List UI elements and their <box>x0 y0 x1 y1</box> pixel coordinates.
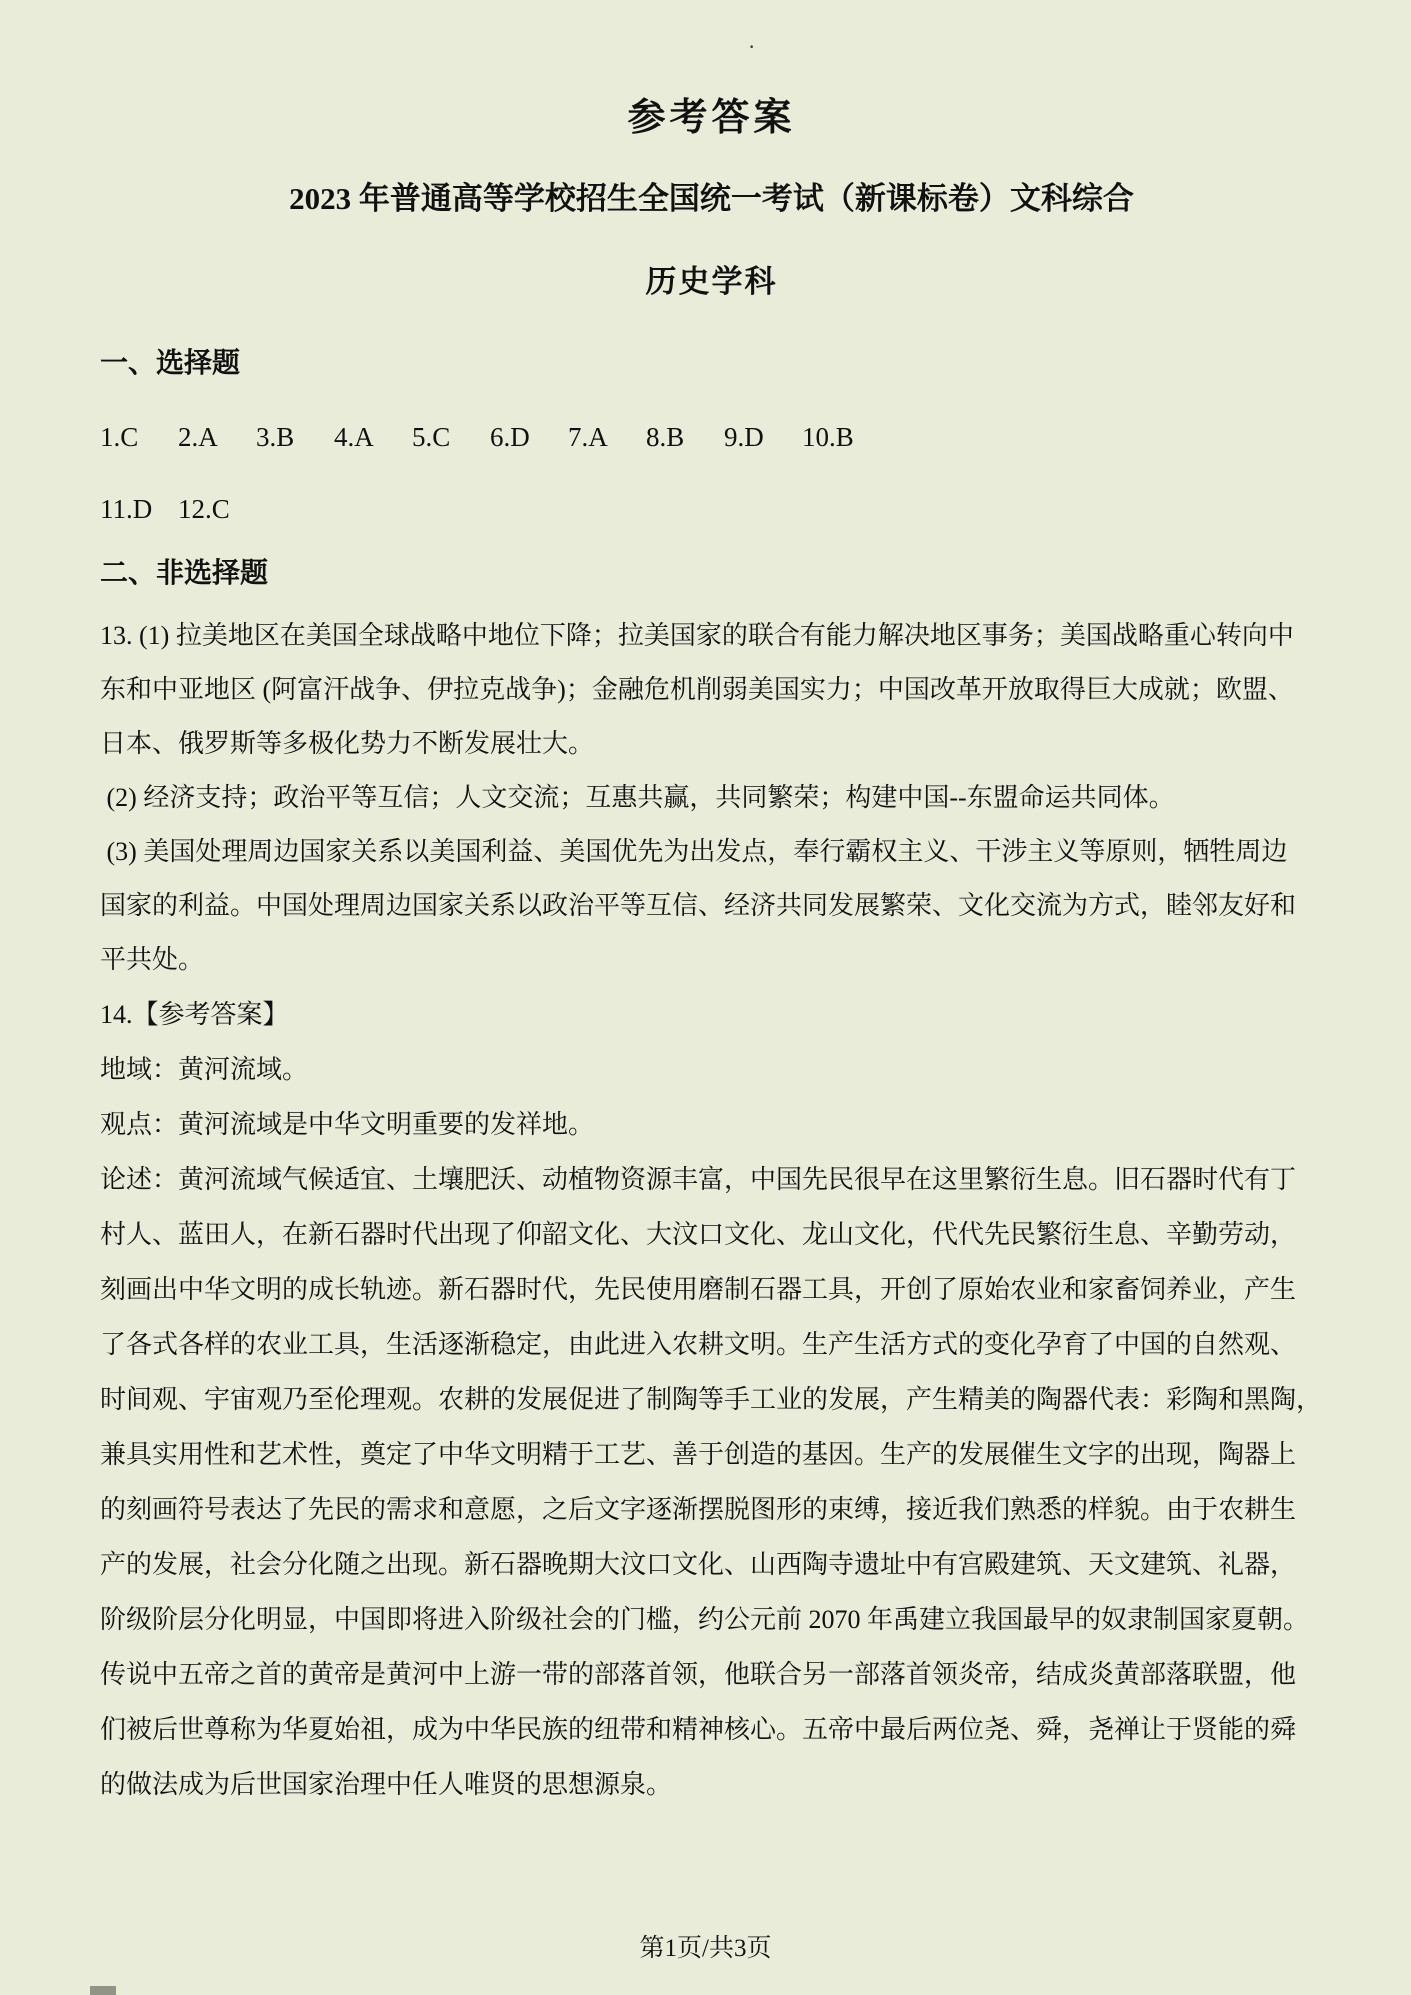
next-page-edge-artifact <box>90 1986 116 1995</box>
question-14-answer <box>100 987 1323 1812</box>
mc-answer: 6.D <box>490 422 530 452</box>
mc-answer: 11.D <box>100 494 153 524</box>
subject-title: 历史学科 <box>645 264 778 299</box>
mc-answers-row-1 <box>100 422 1323 453</box>
answer-text-line: 刻画出中华文明的成长轨迹。新石器时代，先民使用磨制石器工具，开创了原始农业和家畜饲养业，产生 <box>100 1275 1297 1304</box>
answer-text-line: 时间观、宇宙观乃至伦理观。农耕的发展促进了制陶等手工业的发展，产生精美的陶器代表：彩陶和黑陶， <box>100 1385 1323 1414</box>
answer-text-line: 的刻画符号表达了先民的需求和意愿，之后文字逐渐摆脱图形的束缚，接近我们熟悉的样貌。由于农耕生 <box>100 1495 1297 1524</box>
section-heading-multiple-choice: 一、选择题 <box>100 348 241 379</box>
answer-text-line: 平共处。 <box>100 945 205 974</box>
answer-text-line: (3) 美国处理周边国家关系以美国利益、美国优先为出发点，奉行霸权主义、干涉主义等原则，牺牲周边 <box>100 837 1288 866</box>
mc-answer: 3.B <box>256 422 295 452</box>
answer-text-line: 的做法成为后世国家治理中任人唯贤的思想源泉。 <box>100 1770 673 1799</box>
answer-text-line: (2) 经济支持；政治平等互信；人文交流；互惠共赢，共同繁荣；构建中国--东盟命运共同体。 <box>100 783 1175 812</box>
answer-text-line: 兼具实用性和艺术性，奠定了中华文明精于工艺、善于创造的基因。生产的发展催生文字的出现，陶器上 <box>100 1440 1297 1469</box>
mc-answer: 10.B <box>802 422 854 452</box>
answer-text-line: 观点：黄河流域是中华文明重要的发祥地。 <box>100 1110 595 1139</box>
answer-text-line: 论述：黄河流域气候适宜、土壤肥沃、动植物资源丰富，中国先民很早在这里繁衍生息。旧石器时代有丁 <box>100 1165 1297 1194</box>
question-13-answer <box>100 609 1323 987</box>
answer-text-line: 日本、俄罗斯等多极化势力不断发展壮大。 <box>100 729 595 758</box>
answer-text-line: 14.【参考答案】 <box>100 1000 289 1029</box>
answer-text-line: 阶级阶层分化明显，中国即将进入阶级社会的门槛，约公元前 2070 年禹建立我国最早的奴隶制国家夏朝。 <box>100 1605 1310 1634</box>
page-title: 参考答案 <box>627 97 796 139</box>
answer-text-line: 东和中亚地区 (阿富汗战争、伊拉克战争)；金融危机削弱美国实力；中国改革开放取得巨大成就；欧盟、 <box>100 675 1294 704</box>
mc-answer: 2.A <box>178 422 218 452</box>
mc-answers-row-2 <box>100 494 1323 525</box>
stray-dot-mark: · <box>748 34 756 59</box>
mc-answer: 8.B <box>646 422 685 452</box>
answer-text-line: 13. (1) 拉美地区在美国全球战略中地位下降；拉美国家的联合有能力解决地区事务；美国战略重心转向中 <box>100 621 1294 650</box>
answer-text-line: 传说中五帝之首的黄帝是黄河中上游一带的部落首领，他联合另一部落首领炎帝，结成炎黄部落联盟，他 <box>100 1660 1297 1689</box>
answer-text-line: 产的发展，社会分化随之出现。新石器晚期大汶口文化、山西陶寺遗址中有宫殿建筑、天文建筑、礼器， <box>100 1550 1297 1579</box>
mc-answer: 7.A <box>568 422 608 452</box>
page-number-indicator: 第1页/共3页 <box>639 1935 772 1962</box>
exam-title: 2023 年普通高等学校招生全国统一考试（新课标卷）文科综合 <box>289 181 1134 216</box>
mc-answer: 9.D <box>724 422 764 452</box>
section-heading-non-choice: 二、非选择题 <box>100 558 269 589</box>
answer-text-line: 了各式各样的农业工具，生活逐渐稳定，由此进入农耕文明。生产生活方式的变化孕育了中国的自然观、 <box>100 1330 1297 1359</box>
answer-text-line: 国家的利益。中国处理周边国家关系以政治平等互信、经济共同发展繁荣、文化交流为方式，睦邻友好和 <box>100 891 1297 920</box>
answer-text-line: 们被后世尊称为华夏始祖，成为中华民族的纽带和精神核心。五帝中最后两位尧、舜，尧禅让于贤能的舜 <box>100 1715 1297 1744</box>
mc-answer: 5.C <box>412 422 451 452</box>
mc-answer: 4.A <box>334 422 374 452</box>
mc-answer: 1.C <box>100 422 139 452</box>
answer-text-line: 地域：黄河流域。 <box>100 1055 309 1084</box>
mc-answer: 12.C <box>178 494 230 524</box>
answer-text-line: 村人、蓝田人，在新石器时代出现了仰韶文化、大汶口文化、龙山文化，代代先民繁衍生息、辛勤劳动， <box>100 1220 1297 1249</box>
